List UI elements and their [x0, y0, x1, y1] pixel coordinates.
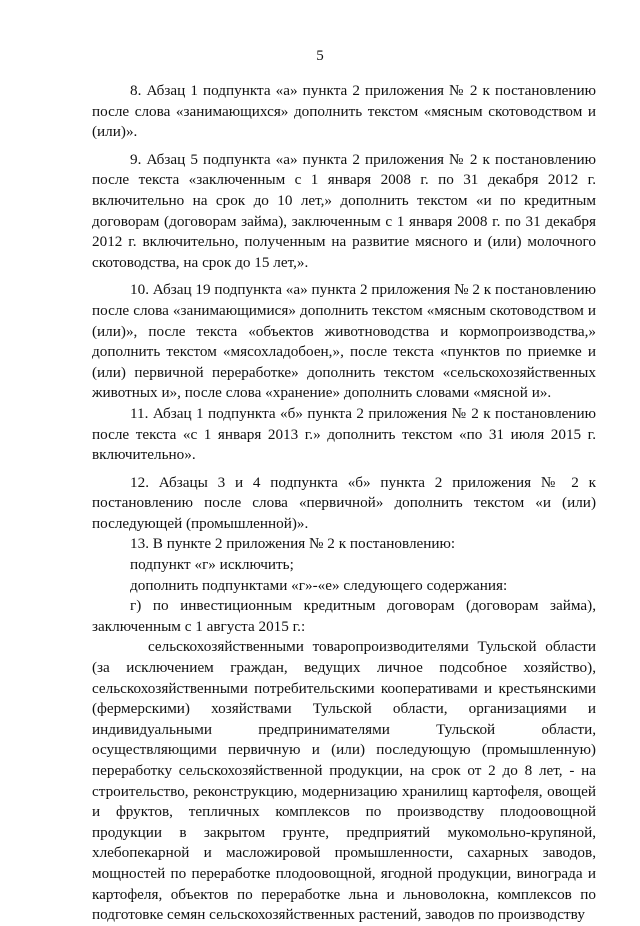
paragraph-10: 10. Абзац 19 подпункта «а» пункта 2 приложения № 2 к постановлению после слова «занимающимися» дополнить текстом «мясным скотоводством и (или)», после текста «объектов животноводства и кормопроизводства,» дополнить текстом «мясохладобоен,», после текста «пунктов по приемке и (или) первичной переработке» дополнить текстом «сельскохозяйственных животных и», после слова «хранение» дополнить словами «мясной и».: [92, 281, 596, 402]
paragraph-13: 13. В пункте 2 приложения № 2 к постановлению:: [130, 535, 456, 553]
paragraph-8: 8. Абзац 1 подпункта «а» пункта 2 приложения № 2 к постановлению после слова «занимающихся» дополнить текстом «мясным скотоводством и (или)».: [92, 82, 596, 141]
subparagraph-g: г) по инвестиционным кредитным договорам (договорам займа), заключенным с 1 августа 2015 г.:: [92, 597, 596, 635]
paragraph-12: 12. Абзацы 3 и 4 подпункта «б» пункта 2 приложения № 2 к постановлению после слова «первичной» дополнить текстом «и (или) последующей (промышленной)».: [92, 473, 596, 532]
paragraph-13-item-1: подпункт «г» исключить;: [130, 556, 294, 574]
page-number: 5: [316, 48, 324, 64]
paragraph-11: 11. Абзац 1 подпункта «б» пункта 2 приложения № 2 к постановлению после текста «с 1 января 2013 г.» дополнить текстом «по 31 июля 2015 г. включительно».: [92, 404, 596, 464]
subparagraph-g-body: сельскохозяйственными товаропроизводителями Тульской области (за исключением граждан, ведущих личное подсобное хозяйство), сельскохозяйственными потребительскими кооперативами и крестьянскими (фермерскими) хозяйствами Тульской области, организациями и индивидуальными предпринимателями Тульской области, осуществляющими первичную и (или) последующую (промышленную) переработку сельскохозяйственной продукции, на срок от 2 до 8 лет, - на строительство, реконструкцию, модернизацию хранилищ картофеля, овощей и фруктов, тепличных комплексов по производству плодоовощной продукции в закрытом грунте, предприятий мукомольно-крупяной, хлебопекарной и масложировой промышленности, сахарных заводов, мощностей по переработке плодоовощной, ягодной продукции, винограда и картофеля, объектов по переработке льна и льноволокна, комплексов по подготовке семян сельскохозяйственных растений, заводов по производству: [92, 638, 596, 924]
document-body: [92, 81, 596, 926]
paragraph-13-item-2: дополнить подпунктами «г»-«е» следующего содержания:: [130, 576, 508, 594]
paragraph-9: 9. Абзац 5 подпункта «а» пункта 2 приложения № 2 к постановлению после текста «заключенным с 1 января 2008 г. по 31 декабря 2012 г. включительно на срок до 10 лет,» дополнить текстом «и по кредитным договорам (договорам займа), заключенным с 1 января 2008 г. по 31 декабря 2012 г. включительно, полученным на развитие мясного и (или) молочного скотоводства, на срок до 15 лет,».: [92, 150, 596, 271]
